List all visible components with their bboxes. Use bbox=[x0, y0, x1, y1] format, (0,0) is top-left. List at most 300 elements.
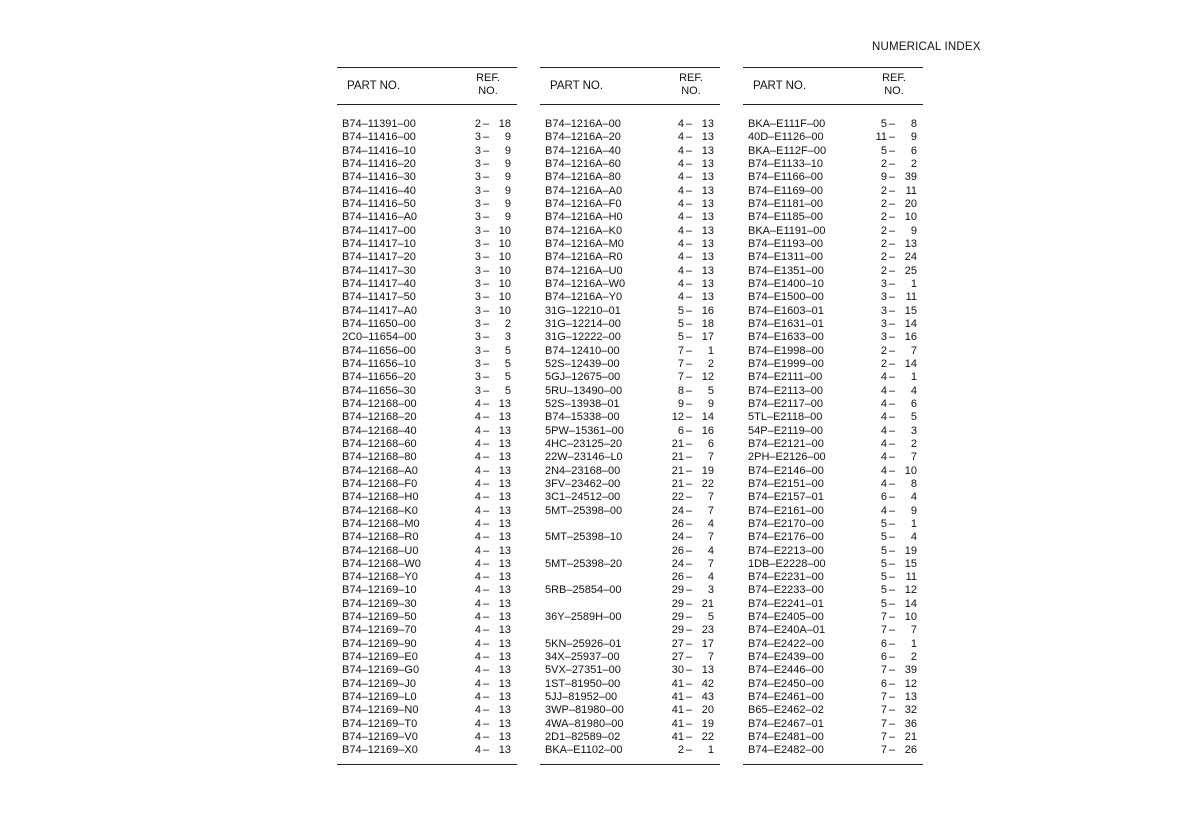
ref-item: 36 bbox=[904, 717, 917, 730]
part-number: B74–12169–L0 bbox=[342, 691, 417, 704]
index-row bbox=[337, 318, 517, 331]
ref-item: 22 bbox=[701, 477, 714, 490]
index-row bbox=[743, 598, 923, 611]
ref-item: 5 bbox=[504, 357, 511, 370]
part-number: B74–11416–10 bbox=[342, 144, 416, 157]
part-number: BKA–E111F–00 bbox=[748, 118, 826, 130]
part-number: B74–1216A–60 bbox=[545, 157, 621, 170]
ref-separator: – bbox=[686, 251, 693, 264]
index-row bbox=[337, 425, 517, 438]
ref-item: 4 bbox=[910, 531, 917, 544]
index-row bbox=[337, 451, 517, 464]
ref-page: 4 bbox=[880, 451, 887, 464]
ref-separator: – bbox=[483, 131, 490, 144]
index-row bbox=[743, 238, 923, 251]
ref-item: 13 bbox=[498, 704, 511, 717]
index-row bbox=[540, 425, 720, 438]
ref-page: 2 bbox=[880, 357, 887, 370]
index-row bbox=[743, 545, 923, 558]
ref-page: 3 bbox=[880, 291, 887, 304]
index-row bbox=[743, 664, 923, 677]
ref-page: 4 bbox=[677, 291, 684, 304]
ref-separator: – bbox=[483, 184, 490, 197]
part-number: B74–12168–M0 bbox=[342, 517, 420, 530]
ref-separator: – bbox=[889, 211, 896, 224]
ref-item: 8 bbox=[910, 477, 917, 490]
ref-page: 41 bbox=[671, 731, 684, 744]
ref-item: 13 bbox=[701, 197, 714, 210]
index-row bbox=[337, 478, 517, 491]
ref-page: 26 bbox=[671, 544, 684, 557]
ref-item: 9 bbox=[504, 211, 511, 224]
ref-page: 3 bbox=[474, 344, 481, 357]
ref-page: 4 bbox=[474, 557, 481, 570]
index-row bbox=[743, 131, 923, 144]
part-number: 2N4–23168–00 bbox=[545, 464, 621, 477]
part-number: B74–1216A–K0 bbox=[545, 224, 623, 237]
ref-page: 4 bbox=[474, 464, 481, 477]
ref-page: 5 bbox=[880, 584, 887, 597]
ref-separator: – bbox=[686, 611, 693, 624]
ref-page: 2 bbox=[880, 197, 887, 210]
ref-item: 13 bbox=[904, 691, 917, 704]
ref-separator: – bbox=[483, 557, 490, 570]
part-number: B74–12168–W0 bbox=[342, 557, 421, 570]
ref-separator: – bbox=[686, 504, 693, 517]
ref-page: 4 bbox=[474, 531, 481, 544]
index-row bbox=[540, 744, 720, 757]
ref-item: 13 bbox=[498, 637, 511, 650]
ref-separator: – bbox=[483, 664, 490, 677]
ref-page: 4 bbox=[474, 624, 481, 637]
part-number: B74–E1603–01 bbox=[748, 304, 824, 317]
part-number: B74–E2151–00 bbox=[748, 477, 824, 490]
ref-item: 13 bbox=[701, 291, 714, 304]
part-no-header: PART NO. bbox=[347, 80, 401, 92]
ref-separator: – bbox=[483, 744, 490, 757]
index-column-1 bbox=[337, 67, 517, 767]
ref-page: 4 bbox=[677, 171, 684, 184]
index-row bbox=[743, 624, 923, 637]
ref-item: 8 bbox=[910, 118, 917, 130]
ref-item: 9 bbox=[504, 144, 511, 157]
part-number: B65–E2462–02 bbox=[748, 704, 824, 717]
ref-item: 21 bbox=[701, 597, 714, 610]
part-number: B74–11656–30 bbox=[342, 384, 416, 397]
ref-item: 7 bbox=[707, 531, 714, 544]
index-row bbox=[743, 278, 923, 291]
ref-page: 3 bbox=[474, 131, 481, 144]
ref-page: 4 bbox=[880, 397, 887, 410]
ref-page: 2 bbox=[880, 224, 887, 237]
part-number: B74–11656–00 bbox=[342, 344, 416, 357]
index-row bbox=[337, 251, 517, 264]
part-number: B74–E1311–00 bbox=[748, 251, 824, 264]
ref-item: 13 bbox=[498, 677, 511, 690]
ref-page: 3 bbox=[474, 317, 481, 330]
part-number: B74–E2157–01 bbox=[748, 491, 824, 504]
ref-item: 10 bbox=[904, 464, 917, 477]
part-number: 3WP–81980–00 bbox=[545, 704, 624, 717]
index-row bbox=[743, 398, 923, 411]
index-row bbox=[540, 385, 720, 398]
ref-separator: – bbox=[889, 571, 896, 584]
part-number: B74–12168–80 bbox=[342, 451, 417, 464]
index-row bbox=[337, 638, 517, 651]
part-number: B74–11416–A0 bbox=[342, 211, 418, 224]
part-no-header: PART NO. bbox=[753, 80, 807, 92]
part-number: B74–E1166–00 bbox=[748, 171, 824, 184]
ref-page: 3 bbox=[474, 184, 481, 197]
ref-separator: – bbox=[483, 597, 490, 610]
ref-item: 6 bbox=[910, 397, 917, 410]
ref-page: 4 bbox=[474, 664, 481, 677]
part-number: B74–E2422–00 bbox=[748, 637, 824, 650]
ref-page: 4 bbox=[474, 544, 481, 557]
index-row bbox=[540, 278, 720, 291]
ref-item: 7 bbox=[707, 504, 714, 517]
ref-separator: – bbox=[889, 531, 896, 544]
part-number: 1DB–E2228–00 bbox=[748, 557, 826, 570]
ref-separator: – bbox=[686, 224, 693, 237]
ref-item: 13 bbox=[701, 211, 714, 224]
part-number: B74–E2146–00 bbox=[748, 464, 824, 477]
part-number: B74–E2113–00 bbox=[748, 384, 824, 397]
index-row bbox=[540, 638, 720, 651]
part-number: B74–11416–20 bbox=[342, 157, 416, 170]
part-number: B74–12168–U0 bbox=[342, 544, 419, 557]
ref-page: 27 bbox=[671, 637, 684, 650]
ref-page: 11 bbox=[875, 131, 887, 144]
index-row bbox=[540, 265, 720, 278]
part-number: 5RU–13490–00 bbox=[545, 384, 623, 397]
ref-page: 7 bbox=[880, 717, 887, 730]
index-row bbox=[540, 145, 720, 158]
ref-separator: – bbox=[483, 464, 490, 477]
ref-item: 20 bbox=[904, 197, 917, 210]
index-row bbox=[337, 491, 517, 504]
ref-page: 3 bbox=[474, 371, 481, 384]
part-number: B74–12168–A0 bbox=[342, 464, 418, 477]
ref-item: 9 bbox=[910, 504, 917, 517]
part-number: B74–11416–00 bbox=[342, 131, 416, 144]
ref-separator: – bbox=[686, 411, 693, 424]
ref-page: 5 bbox=[880, 118, 887, 130]
index-row bbox=[540, 358, 720, 371]
ref-separator: – bbox=[483, 651, 490, 664]
ref-separator: – bbox=[889, 304, 896, 317]
part-number: B74–1216A–W0 bbox=[545, 277, 626, 290]
index-row bbox=[540, 251, 720, 264]
ref-separator: – bbox=[483, 611, 490, 624]
ref-page: 26 bbox=[671, 517, 684, 530]
part-number: B74–1216A–M0 bbox=[545, 237, 624, 250]
index-rows bbox=[743, 118, 923, 758]
index-row bbox=[743, 491, 923, 504]
ref-item: 14 bbox=[904, 357, 917, 370]
ref-item: 39 bbox=[904, 171, 917, 184]
ref-item: 7 bbox=[707, 491, 714, 504]
ref-separator: – bbox=[686, 451, 693, 464]
ref-separator: – bbox=[483, 397, 490, 410]
ref-page: 2 bbox=[474, 118, 481, 130]
ref-item: 10 bbox=[904, 211, 917, 224]
part-number: B74–E2405–00 bbox=[748, 611, 824, 624]
ref-item: 24 bbox=[904, 251, 917, 264]
index-row bbox=[337, 438, 517, 451]
ref-separator: – bbox=[686, 371, 693, 384]
ref-separator: – bbox=[889, 557, 896, 570]
index-row bbox=[743, 571, 923, 584]
ref-item: 17 bbox=[701, 331, 714, 344]
part-number: 31G–12222–00 bbox=[545, 331, 621, 344]
ref-item: 13 bbox=[498, 491, 511, 504]
index-row bbox=[540, 238, 720, 251]
ref-separator: – bbox=[686, 637, 693, 650]
part-number: B74–E2482–00 bbox=[748, 744, 824, 757]
ref-page: 7 bbox=[880, 731, 887, 744]
ref-page: 4 bbox=[474, 717, 481, 730]
ref-item: 15 bbox=[904, 304, 917, 317]
part-number: 1ST–81950–00 bbox=[545, 677, 621, 690]
ref-page: 4 bbox=[677, 131, 684, 144]
part-number: 36Y–2589H–00 bbox=[545, 611, 622, 624]
ref-page: 4 bbox=[880, 437, 887, 450]
ref-item: 13 bbox=[498, 437, 511, 450]
ref-separator: – bbox=[686, 597, 693, 610]
ref-separator: – bbox=[889, 384, 896, 397]
index-row bbox=[743, 225, 923, 238]
index-row bbox=[743, 198, 923, 211]
part-number: B74–12169–E0 bbox=[342, 651, 418, 664]
ref-item: 14 bbox=[904, 317, 917, 330]
index-row bbox=[337, 571, 517, 584]
index-row bbox=[743, 611, 923, 624]
ref-separator: – bbox=[686, 264, 693, 277]
part-number: B74–12168–F0 bbox=[342, 477, 418, 490]
index-row bbox=[743, 718, 923, 731]
ref-item: 1 bbox=[910, 371, 917, 384]
ref-page: 3 bbox=[474, 264, 481, 277]
ref-item: 14 bbox=[701, 411, 714, 424]
index-row bbox=[743, 678, 923, 691]
index-row bbox=[540, 158, 720, 171]
ref-item: 13 bbox=[498, 744, 511, 757]
ref-separator: – bbox=[889, 677, 896, 690]
ref-item: 19 bbox=[701, 464, 714, 477]
index-row bbox=[337, 278, 517, 291]
ref-separator: – bbox=[889, 251, 896, 264]
ref-page: 3 bbox=[474, 224, 481, 237]
ref-item: 4 bbox=[707, 517, 714, 530]
ref-separator: – bbox=[686, 531, 693, 544]
index-row bbox=[540, 185, 720, 198]
part-number: B74–11650–00 bbox=[342, 317, 416, 330]
ref-page: 4 bbox=[474, 437, 481, 450]
index-row bbox=[743, 265, 923, 278]
index-row bbox=[540, 678, 720, 691]
ref-item: 13 bbox=[701, 118, 714, 130]
index-row bbox=[743, 158, 923, 171]
ref-separator: – bbox=[686, 584, 693, 597]
part-number: B74–12169–10 bbox=[342, 584, 417, 597]
ref-separator: – bbox=[889, 371, 896, 384]
index-row bbox=[743, 558, 923, 571]
index-row bbox=[743, 704, 923, 717]
index-row bbox=[337, 411, 517, 424]
index-row bbox=[743, 451, 923, 464]
ref-page: 4 bbox=[880, 477, 887, 490]
part-number: B74–1216A–40 bbox=[545, 144, 621, 157]
ref-page: 2 bbox=[677, 744, 684, 757]
part-number: B74–11417–40 bbox=[342, 277, 416, 290]
part-number: 2PH–E2126–00 bbox=[748, 451, 826, 464]
ref-page: 4 bbox=[474, 491, 481, 504]
ref-page: 4 bbox=[474, 677, 481, 690]
ref-page: 7 bbox=[880, 664, 887, 677]
ref-separator: – bbox=[483, 544, 490, 557]
index-row bbox=[337, 291, 517, 304]
index-row bbox=[540, 331, 720, 344]
part-number: B74–11656–20 bbox=[342, 371, 416, 384]
ref-page: 41 bbox=[671, 677, 684, 690]
ref-page: 4 bbox=[880, 424, 887, 437]
ref-page: 5 bbox=[880, 517, 887, 530]
ref-page: 4 bbox=[677, 211, 684, 224]
ref-page: 4 bbox=[677, 224, 684, 237]
index-row bbox=[540, 411, 720, 424]
ref-separator: – bbox=[889, 477, 896, 490]
ref-separator: – bbox=[483, 451, 490, 464]
index-row bbox=[743, 425, 923, 438]
part-number: 5MT–25398–20 bbox=[545, 557, 623, 570]
index-row bbox=[337, 691, 517, 704]
ref-separator: – bbox=[483, 157, 490, 170]
ref-item: 13 bbox=[498, 597, 511, 610]
ref-separator: – bbox=[483, 211, 490, 224]
index-row bbox=[743, 371, 923, 384]
ref-item: 17 bbox=[701, 637, 714, 650]
index-row bbox=[540, 131, 720, 144]
ref-item: 5 bbox=[504, 384, 511, 397]
index-row bbox=[337, 704, 517, 717]
ref-page: 7 bbox=[677, 357, 684, 370]
ref-page: 41 bbox=[671, 691, 684, 704]
ref-page: 3 bbox=[474, 211, 481, 224]
ref-item: 43 bbox=[701, 691, 714, 704]
ref-page: 6 bbox=[880, 637, 887, 650]
ref-page: 30 bbox=[671, 664, 684, 677]
ref-separator: – bbox=[483, 237, 490, 250]
ref-item: 13 bbox=[498, 464, 511, 477]
part-number: B74–15338–00 bbox=[545, 411, 620, 424]
ref-page: 4 bbox=[474, 424, 481, 437]
ref-separator: – bbox=[686, 651, 693, 664]
ref-separator: – bbox=[686, 544, 693, 557]
ref-page: 4 bbox=[474, 571, 481, 584]
ref-separator: – bbox=[686, 157, 693, 170]
index-row bbox=[743, 145, 923, 158]
ref-page: 7 bbox=[880, 691, 887, 704]
index-row bbox=[337, 131, 517, 144]
ref-separator: – bbox=[686, 437, 693, 450]
ref-item: 2 bbox=[910, 437, 917, 450]
ref-page: 4 bbox=[474, 637, 481, 650]
index-row bbox=[540, 624, 720, 637]
ref-separator: – bbox=[686, 131, 693, 144]
index-row bbox=[540, 478, 720, 491]
index-row bbox=[337, 731, 517, 744]
ref-item: 25 bbox=[904, 264, 917, 277]
ref-separator: – bbox=[686, 144, 693, 157]
ref-item: 13 bbox=[498, 664, 511, 677]
ref-separator: – bbox=[889, 611, 896, 624]
index-row bbox=[540, 318, 720, 331]
ref-separator: – bbox=[889, 691, 896, 704]
part-number: BKA–E1191–00 bbox=[748, 224, 826, 237]
ref-item: 2 bbox=[504, 317, 511, 330]
part-number: B74–11417–50 bbox=[342, 291, 416, 304]
part-number: 4HC–23125–20 bbox=[545, 437, 623, 450]
part-number: 2D1–82589–02 bbox=[545, 731, 621, 744]
index-row bbox=[337, 345, 517, 358]
ref-page: 6 bbox=[880, 491, 887, 504]
part-number: B74–12169–T0 bbox=[342, 717, 418, 730]
ref-separator: – bbox=[483, 118, 490, 130]
index-row bbox=[540, 345, 720, 358]
ref-item: 9 bbox=[504, 171, 511, 184]
part-number: B74–12169–N0 bbox=[342, 704, 419, 717]
ref-item: 13 bbox=[498, 651, 511, 664]
index-row bbox=[540, 691, 720, 704]
index-row bbox=[540, 531, 720, 544]
ref-separator: – bbox=[889, 664, 896, 677]
part-number: B74–E2170–00 bbox=[748, 517, 824, 530]
part-number: B74–E1500–00 bbox=[748, 291, 824, 304]
ref-no-header: REF. NO. bbox=[679, 72, 703, 97]
ref-page: 4 bbox=[677, 237, 684, 250]
part-number: 4WA–81980–00 bbox=[545, 717, 624, 730]
page-heading: NUMERICAL INDEX bbox=[872, 41, 981, 53]
ref-separator: – bbox=[889, 437, 896, 450]
ref-page: 4 bbox=[677, 118, 684, 130]
ref-item: 10 bbox=[498, 291, 511, 304]
index-row bbox=[743, 438, 923, 451]
ref-separator: – bbox=[889, 184, 896, 197]
ref-item: 3 bbox=[504, 331, 511, 344]
index-column-2 bbox=[540, 67, 720, 767]
part-number: 5TL–E2118–00 bbox=[748, 411, 823, 424]
ref-separator: – bbox=[889, 597, 896, 610]
index-row bbox=[743, 731, 923, 744]
ref-page: 3 bbox=[880, 317, 887, 330]
ref-page: 7 bbox=[880, 624, 887, 637]
ref-separator: – bbox=[686, 491, 693, 504]
part-number: B74–1216A–U0 bbox=[545, 264, 623, 277]
index-row bbox=[337, 744, 517, 757]
ref-item: 6 bbox=[707, 437, 714, 450]
ref-item: 7 bbox=[707, 651, 714, 664]
part-number: B74–E2117–00 bbox=[748, 397, 824, 410]
ref-page: 5 bbox=[880, 531, 887, 544]
ref-item: 4 bbox=[707, 571, 714, 584]
index-row bbox=[540, 118, 720, 131]
index-row bbox=[743, 118, 923, 131]
ref-page: 4 bbox=[474, 704, 481, 717]
ref-item: 13 bbox=[498, 717, 511, 730]
ref-separator: – bbox=[686, 704, 693, 717]
index-row bbox=[337, 545, 517, 558]
